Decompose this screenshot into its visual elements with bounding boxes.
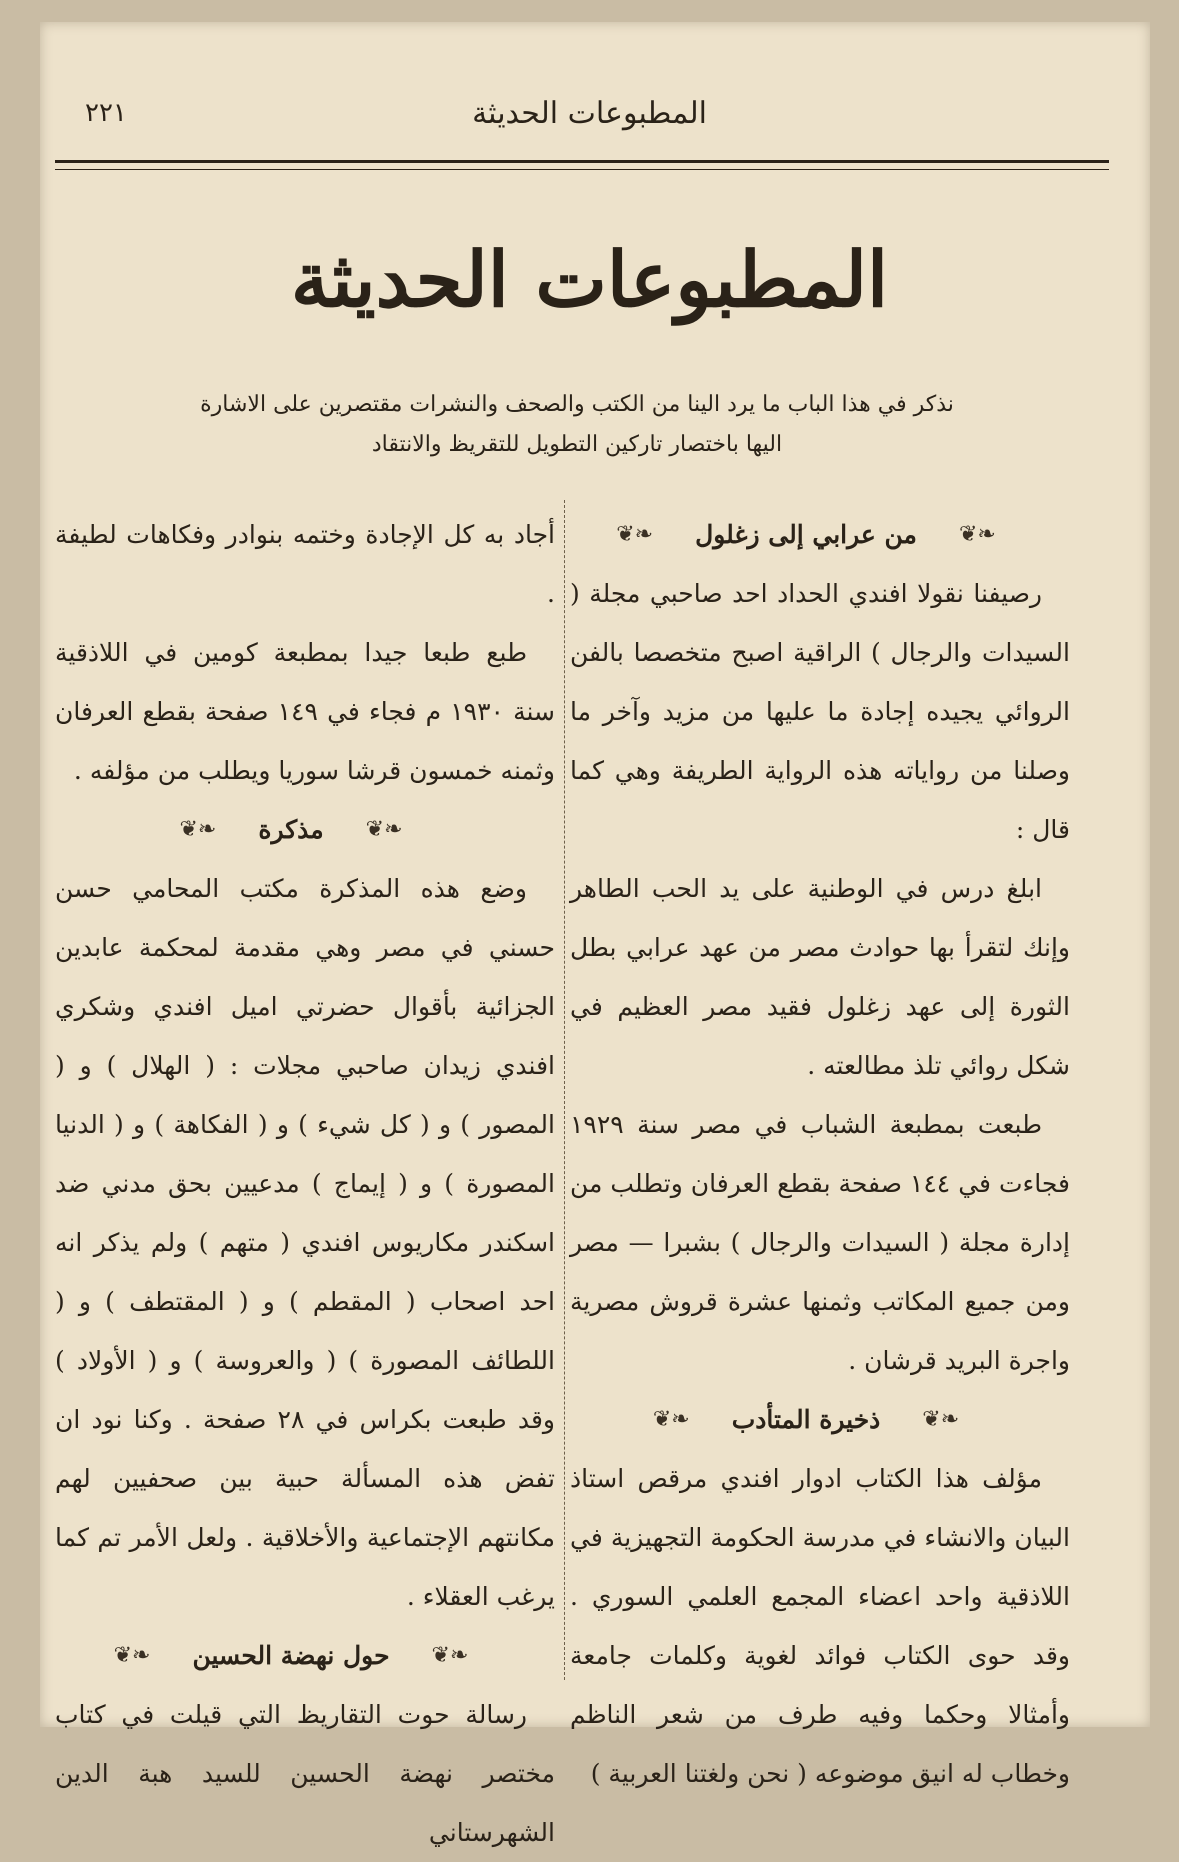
page-number: ٢٢١ <box>85 98 127 128</box>
ornament-icon: ❧❦ <box>958 522 996 547</box>
left-column <box>55 505 555 1862</box>
section-intro <box>140 385 1014 465</box>
article-heading <box>55 1626 555 1685</box>
paragraph: مؤلف هذا الكتاب ادوار افندي مرقص استاذ البيان والانشاء في مدرسة الحكومة التجهيزية في اللاذقية واحد اعضاء المجمع العلمي السوري . وقد حوى الكتاب فوائد لغوية وكلمات جامعة وأمثالا وحكما وفيه طرف من شعر الناظم وخطاب له انيق موضوعه ( نحن ولغتنا العربية ) <box>570 1464 1070 1788</box>
ornament-icon: ❧❦ <box>922 1407 960 1432</box>
running-head <box>55 88 1124 148</box>
ornament-icon: ❧❦ <box>616 522 654 547</box>
paragraph: ابلغ درس في الوطنية على يد الحب الطاهر وإنك لتقرأ بها حوادث مصر من عهد عرابي بطل الثورة إلى عهد زغلول فقيد مصر العظيم في شكل روائي تلذ مطالعته . <box>570 874 1070 1080</box>
article-heading <box>55 800 555 859</box>
paragraph: رسالة حوت التقاريظ التي قيلت في كتاب مختصر نهضة الحسين للسيد هبة الدين الشهرستاني <box>55 1700 555 1847</box>
header-rule <box>55 160 1109 163</box>
ornament-icon: ❧❦ <box>431 1643 469 1668</box>
article-heading <box>570 505 1070 564</box>
ornament-icon: ❧❦ <box>365 817 403 842</box>
ornament-icon: ❧❦ <box>113 1643 151 1668</box>
ornament-icon: ❧❦ <box>179 817 217 842</box>
paragraph: طبعت بمطبعة الشباب في مصر سنة ١٩٢٩ فجاءت في ١٤٤ صفحة بقطع العرفان وتطلب من إدارة مجلة ( السيدات والرجال ) بشبرا — مصر ومن جميع المكاتب وثمنها عشرة قروش مصرية واجرة البريد قرشان . <box>570 1110 1070 1375</box>
paragraph: وضع هذه المذكرة مكتب المحامي حسن حسني في مصر وهي مقدمة لمحكمة عابدين الجزائية بأقوال حضرتي اميل افندي وشكري افندي زيدان صاحبي مجلات : ( الهلال ) و ( المصور ) و ( كل شيء ) و ( الفكاهة ) و ( الدنيا المصورة ) و ( إيماج ) مدعيين بحق مدني ضد اسكندر مكاريوس افندي ( متهم ) ولم يذكر انه احد اصحاب ( المقطم ) و ( المقتطف ) و ( اللطائف المصورة ) ( والعروسة ) و ( الأولاد ) وقد طبعت بكراس في ٢٨ صفحة . وكنا نود ان تفض هذه المسألة حبية بين صحفيين لهم مكانتهم الإجتماعية والأخلاقية . ولعل الأمر تم كما يرغب العقلاء . <box>55 874 555 1611</box>
section-title: المطبوعات الحديثة <box>290 235 889 324</box>
paragraph: أجاد به كل الإجادة وختمه بنوادر وفكاهات لطيفة . <box>55 520 555 608</box>
heading-text: من عرابي إلى زغلول <box>695 520 917 549</box>
column-divider <box>564 500 565 1680</box>
header-rule-thin <box>55 169 1109 170</box>
heading-text: مذكرة <box>258 815 324 844</box>
ornament-icon: ❧❦ <box>652 1407 690 1432</box>
intro-line: نذكر في هذا الباب ما يرد الينا من الكتب والصحف والنشرات مقتصرين على الاشارة <box>200 392 954 417</box>
article-heading <box>570 1390 1070 1449</box>
heading-text: حول نهضة الحسين <box>192 1641 390 1670</box>
paragraph: رصيفنا نقولا افندي الحداد احد صاحبي مجلة ( السيدات والرجال ) الراقية اصبح متخصصا بالفن الروائي يجيده إجادة ما عليها من مزيد وآخر ما وصلنا من رواياته هذه الرواية الطريفة وهي كما قال : <box>570 579 1070 844</box>
intro-line: اليها باختصار تاركين التطويل للتقريظ والانتقاد <box>371 432 783 457</box>
heading-text: ذخيرة المتأدب <box>731 1405 881 1434</box>
running-title: المطبوعات الحديثة <box>472 96 707 131</box>
paragraph: طبع طبعا جيدا بمطبعة كومين في اللاذقية سنة ١٩٣٠ م فجاء في ١٤٩ صفحة بقطع العرفان وثمنه خمسون قرشا سوريا ويطلب من مؤلفه . <box>55 638 555 785</box>
right-column <box>570 505 1070 1803</box>
